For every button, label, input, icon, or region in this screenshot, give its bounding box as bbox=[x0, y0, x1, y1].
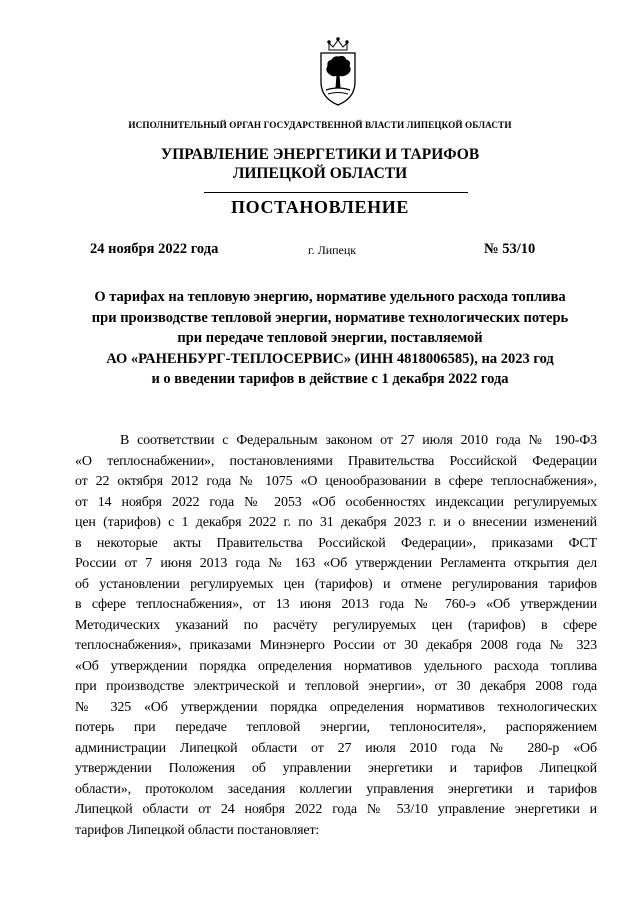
department-name bbox=[0, 146, 640, 183]
body-line: «О теплоснабжении», постановлениями Правительства Российской Федерации bbox=[75, 453, 597, 469]
body-line: цен (тарифов) с 1 декабря 2022 г. по 31 декабря 2023 г. и о внесении изменений bbox=[75, 515, 597, 530]
body-line: при производстве электрической и тепловой энергии», от 30 декабря 2008 года bbox=[75, 679, 597, 694]
body-line: В соответствии с Федеральным законом от 27 июля 2010 года № 190-ФЗ bbox=[120, 433, 597, 448]
body-line: Липецкой области от 24 ноября 2022 года № 53/10 управление энергетики и bbox=[75, 802, 597, 817]
body-line: области», протоколом заседания коллегии управления энергетики и тарифов bbox=[75, 781, 597, 797]
body-line: утверждении Положения об управлении энергетики и тарифов Липецкой bbox=[75, 761, 597, 776]
department-line: ЛИПЕЦКОЙ ОБЛАСТИ bbox=[232, 164, 408, 182]
title-line: и о введении тарифов в действие с 1 декабря 2022 года bbox=[151, 371, 509, 388]
title-line: О тарифах на тепловую энергию, нормативе удельного расхода топлива bbox=[94, 289, 566, 305]
document-title bbox=[60, 287, 600, 390]
title-line: при передаче тепловой энергии, поставляемой bbox=[177, 330, 483, 347]
body-line: администрации Липецкой области от 27 июля 2010 года № 280-р «Об bbox=[75, 740, 597, 756]
header-divider bbox=[204, 192, 468, 193]
body-line: «Об утверждении порядка определения нормативов удельного расхода топлива bbox=[75, 658, 597, 674]
body-line: потерь при передаче тепловой энергии, теплоносителя», распоряжением bbox=[75, 720, 597, 735]
document-date: 24 ноября 2022 года bbox=[90, 241, 219, 257]
body-line: № 325 «Об утверждении порядка определения нормативов технологических bbox=[75, 699, 597, 715]
body-line: Методических указаний по расчёту регулируемых цен (тарифов) в сфере bbox=[75, 617, 597, 633]
document-city: г. Липецк bbox=[308, 243, 357, 257]
document-type: ПОСТАНОВЛЕНИЕ bbox=[231, 197, 409, 217]
title-line: при производстве тепловой энергии, нормативе технологических потерь bbox=[91, 309, 569, 326]
body-line: тарифов Липецкой области постановляет: bbox=[75, 822, 320, 838]
body-line: об установлении регулируемых цен (тарифов) и отмене регулирования тарифов bbox=[75, 576, 597, 592]
body-line: в некоторые акты Правительства Российской Федерации», приказами ФСТ bbox=[75, 535, 597, 551]
title-line: АО «РАНЕНБУРГ-ТЕПЛОСЕРВИС» (ИНН 4818006585), на 2023 год bbox=[106, 350, 554, 367]
body-line: от 22 октября 2012 года № 1075 «О ценообразовании в сфере теплоснабжения», bbox=[75, 474, 597, 489]
body-line: России от 7 июня 2013 года № 163 «Об утверждении Регламента открытия дел bbox=[75, 556, 597, 571]
issuing-authority: ИСПОЛНИТЕЛЬНЫЙ ОРГАН ГОСУДАРСТВЕННОЙ ВЛАСТИ ЛИПЕЦКОЙ ОБЛАСТИ bbox=[128, 120, 512, 130]
department-line: УПРАВЛЕНИЕ ЭНЕРГЕТИКИ И ТАРИФОВ bbox=[160, 146, 480, 163]
body-paragraph bbox=[75, 431, 597, 841]
body-line: теплоснабжения», приказами Минэнерго России от 30 декабря 2008 года № 323 bbox=[75, 638, 597, 653]
document-number: № 53/10 bbox=[484, 241, 536, 257]
body-line: в сфере теплоснабжения», от 13 июня 2013 года № 760-э «Об утверждении bbox=[75, 597, 597, 612]
body-line: от 14 ноября 2022 года № 2053 «Об особенностях индексации регулируемых bbox=[75, 494, 597, 510]
coat-of-arms-icon bbox=[316, 36, 360, 108]
